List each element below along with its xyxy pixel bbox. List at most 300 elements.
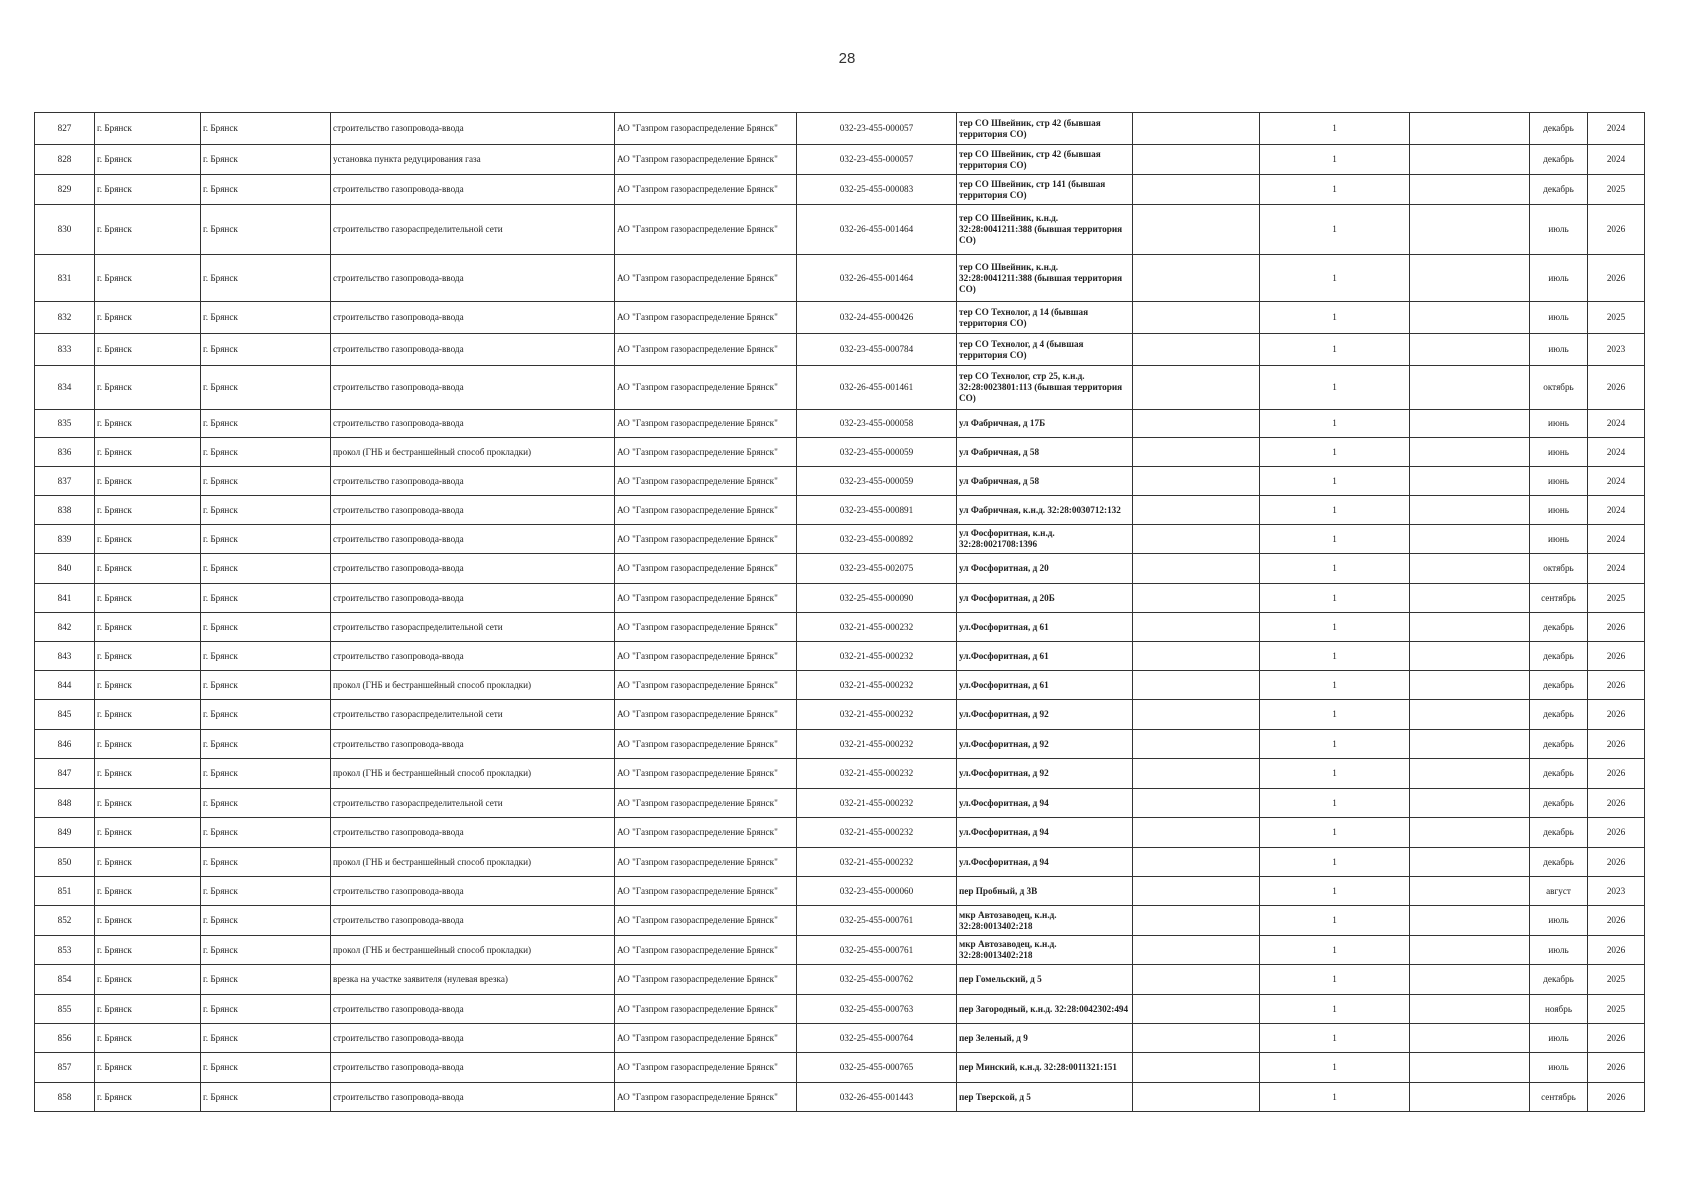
year-cell: 2025 xyxy=(1588,302,1645,334)
empty-cell xyxy=(1133,113,1260,145)
object-code-cell: 032-23-455-000784 xyxy=(797,334,957,366)
year-cell: 2026 xyxy=(1588,730,1645,759)
quantity-cell: 1 xyxy=(1260,759,1410,789)
year-cell: 2025 xyxy=(1588,584,1645,613)
table-row xyxy=(35,671,1645,700)
empty-cell xyxy=(1410,1053,1530,1083)
quantity-cell: 1 xyxy=(1260,613,1410,642)
month-cell: июль xyxy=(1530,906,1588,936)
empty-cell xyxy=(1133,700,1260,730)
address-cell: тер СО Швейник, стр 42 (бывшая территория СО) xyxy=(957,145,1133,175)
table-row xyxy=(35,145,1645,175)
empty-cell xyxy=(1133,205,1260,255)
month-cell: декабрь xyxy=(1530,613,1588,642)
row-number-cell: 841 xyxy=(35,584,95,613)
quantity-cell: 1 xyxy=(1260,554,1410,584)
locality-cell: г. Брянск xyxy=(201,175,331,205)
empty-cell xyxy=(1133,525,1260,554)
empty-cell xyxy=(1133,467,1260,496)
object-code-cell: 032-25-455-000762 xyxy=(797,965,957,995)
row-number-cell: 852 xyxy=(35,906,95,936)
address-cell: пер Гомельский, д 5 xyxy=(957,965,1133,995)
empty-cell xyxy=(1133,730,1260,759)
year-cell: 2026 xyxy=(1588,906,1645,936)
quantity-cell: 1 xyxy=(1260,965,1410,995)
address-cell: ул Фосфоритная, д 20 xyxy=(957,554,1133,584)
city-cell: г. Брянск xyxy=(95,1083,201,1112)
empty-cell xyxy=(1133,995,1260,1024)
object-code-cell: 032-23-455-000057 xyxy=(797,113,957,145)
empty-cell xyxy=(1133,496,1260,525)
city-cell: г. Брянск xyxy=(95,525,201,554)
quantity-cell: 1 xyxy=(1260,175,1410,205)
quantity-cell: 1 xyxy=(1260,671,1410,700)
row-number-cell: 854 xyxy=(35,965,95,995)
empty-cell xyxy=(1410,113,1530,145)
row-number-cell: 849 xyxy=(35,818,95,848)
quantity-cell: 1 xyxy=(1260,1024,1410,1053)
organization-cell: АО "Газпром газораспределение Брянск" xyxy=(615,366,797,410)
object-code-cell: 032-23-455-002075 xyxy=(797,554,957,584)
city-cell: г. Брянск xyxy=(95,759,201,789)
empty-cell xyxy=(1410,789,1530,818)
row-number-cell: 828 xyxy=(35,145,95,175)
city-cell: г. Брянск xyxy=(95,906,201,936)
year-cell: 2026 xyxy=(1588,671,1645,700)
month-cell: июнь xyxy=(1530,525,1588,554)
quantity-cell: 1 xyxy=(1260,642,1410,671)
table-row xyxy=(35,995,1645,1024)
object-code-cell: 032-23-455-000059 xyxy=(797,438,957,467)
organization-cell: АО "Газпром газораспределение Брянск" xyxy=(615,877,797,906)
locality-cell: г. Брянск xyxy=(201,1024,331,1053)
empty-cell xyxy=(1133,818,1260,848)
empty-cell xyxy=(1410,759,1530,789)
organization-cell: АО "Газпром газораспределение Брянск" xyxy=(615,467,797,496)
city-cell: г. Брянск xyxy=(95,818,201,848)
year-cell: 2026 xyxy=(1588,642,1645,671)
row-number-cell: 848 xyxy=(35,789,95,818)
address-cell: ул.Фосфоритная, д 92 xyxy=(957,700,1133,730)
empty-cell xyxy=(1133,642,1260,671)
city-cell: г. Брянск xyxy=(95,255,201,302)
organization-cell: АО "Газпром газораспределение Брянск" xyxy=(615,1083,797,1112)
organization-cell: АО "Газпром газораспределение Брянск" xyxy=(615,700,797,730)
month-cell: декабрь xyxy=(1530,113,1588,145)
quantity-cell: 1 xyxy=(1260,906,1410,936)
work-type-cell: прокол (ГНБ и бестраншейный способ прокладки) xyxy=(331,438,615,467)
page-number: 28 xyxy=(838,50,856,67)
address-cell: тер СО Технолог, д 14 (бывшая территория СО) xyxy=(957,302,1133,334)
empty-cell xyxy=(1410,366,1530,410)
quantity-cell: 1 xyxy=(1260,145,1410,175)
object-code-cell: 032-24-455-000426 xyxy=(797,302,957,334)
empty-cell xyxy=(1410,467,1530,496)
city-cell: г. Брянск xyxy=(95,848,201,877)
month-cell: декабрь xyxy=(1530,642,1588,671)
address-cell: ул.Фосфоритная, д 61 xyxy=(957,671,1133,700)
object-code-cell: 032-21-455-000232 xyxy=(797,848,957,877)
organization-cell: АО "Газпром газораспределение Брянск" xyxy=(615,642,797,671)
quantity-cell: 1 xyxy=(1260,334,1410,366)
city-cell: г. Брянск xyxy=(95,554,201,584)
empty-cell xyxy=(1410,818,1530,848)
organization-cell: АО "Газпром газораспределение Брянск" xyxy=(615,145,797,175)
locality-cell: г. Брянск xyxy=(201,1053,331,1083)
city-cell: г. Брянск xyxy=(95,410,201,438)
object-code-cell: 032-21-455-000232 xyxy=(797,759,957,789)
empty-cell xyxy=(1133,145,1260,175)
empty-cell xyxy=(1410,995,1530,1024)
locality-cell: г. Брянск xyxy=(201,334,331,366)
organization-cell: АО "Газпром газораспределение Брянск" xyxy=(615,438,797,467)
organization-cell: АО "Газпром газораспределение Брянск" xyxy=(615,818,797,848)
empty-cell xyxy=(1133,877,1260,906)
object-code-cell: 032-26-455-001464 xyxy=(797,205,957,255)
empty-cell xyxy=(1410,613,1530,642)
month-cell: июнь xyxy=(1530,410,1588,438)
row-number-cell: 858 xyxy=(35,1083,95,1112)
empty-cell xyxy=(1410,730,1530,759)
empty-cell xyxy=(1133,255,1260,302)
empty-cell xyxy=(1133,1024,1260,1053)
organization-cell: АО "Газпром газораспределение Брянск" xyxy=(615,584,797,613)
year-cell: 2024 xyxy=(1588,496,1645,525)
month-cell: ноябрь xyxy=(1530,995,1588,1024)
empty-cell xyxy=(1133,302,1260,334)
row-number-cell: 843 xyxy=(35,642,95,671)
quantity-cell: 1 xyxy=(1260,525,1410,554)
address-cell: пер Загородный, к.н.д. 32:28:0042302:494 xyxy=(957,995,1133,1024)
empty-cell xyxy=(1410,700,1530,730)
work-type-cell: строительство газопровода-ввода xyxy=(331,642,615,671)
empty-cell xyxy=(1133,936,1260,965)
work-type-cell: строительство газораспределительной сети xyxy=(331,700,615,730)
locality-cell: г. Брянск xyxy=(201,789,331,818)
address-cell: ул Фабричная, д 17Б xyxy=(957,410,1133,438)
row-number-cell: 837 xyxy=(35,467,95,496)
locality-cell: г. Брянск xyxy=(201,700,331,730)
address-cell: ул Фабричная, д 58 xyxy=(957,438,1133,467)
year-cell: 2026 xyxy=(1588,1083,1645,1112)
table-row xyxy=(35,205,1645,255)
object-code-cell: 032-26-455-001464 xyxy=(797,255,957,302)
work-type-cell: строительство газопровода-ввода xyxy=(331,410,615,438)
row-number-cell: 836 xyxy=(35,438,95,467)
organization-cell: АО "Газпром газораспределение Брянск" xyxy=(615,730,797,759)
empty-cell xyxy=(1410,906,1530,936)
object-code-cell: 032-21-455-000232 xyxy=(797,818,957,848)
organization-cell: АО "Газпром газораспределение Брянск" xyxy=(615,1024,797,1053)
object-code-cell: 032-25-455-000765 xyxy=(797,1053,957,1083)
empty-cell xyxy=(1410,525,1530,554)
work-type-cell: строительство газопровода-ввода xyxy=(331,1053,615,1083)
year-cell: 2025 xyxy=(1588,995,1645,1024)
object-code-cell: 032-23-455-000057 xyxy=(797,145,957,175)
month-cell: июль xyxy=(1530,205,1588,255)
locality-cell: г. Брянск xyxy=(201,205,331,255)
organization-cell: АО "Газпром газораспределение Брянск" xyxy=(615,410,797,438)
year-cell: 2024 xyxy=(1588,438,1645,467)
table-row xyxy=(35,877,1645,906)
year-cell: 2024 xyxy=(1588,145,1645,175)
month-cell: июнь xyxy=(1530,438,1588,467)
table-row xyxy=(35,584,1645,613)
table-row xyxy=(35,1083,1645,1112)
work-type-cell: строительство газопровода-ввода xyxy=(331,1083,615,1112)
city-cell: г. Брянск xyxy=(95,496,201,525)
locality-cell: г. Брянск xyxy=(201,877,331,906)
empty-cell xyxy=(1133,334,1260,366)
city-cell: г. Брянск xyxy=(95,205,201,255)
organization-cell: АО "Газпром газораспределение Брянск" xyxy=(615,995,797,1024)
empty-cell xyxy=(1410,205,1530,255)
locality-cell: г. Брянск xyxy=(201,584,331,613)
locality-cell: г. Брянск xyxy=(201,554,331,584)
table-row xyxy=(35,906,1645,936)
table-row xyxy=(35,175,1645,205)
object-code-cell: 032-21-455-000232 xyxy=(797,730,957,759)
work-type-cell: строительство газопровода-ввода xyxy=(331,175,615,205)
city-cell: г. Брянск xyxy=(95,995,201,1024)
city-cell: г. Брянск xyxy=(95,467,201,496)
work-type-cell: строительство газопровода-ввода xyxy=(331,334,615,366)
table-row xyxy=(35,730,1645,759)
empty-cell xyxy=(1133,1083,1260,1112)
organization-cell: АО "Газпром газораспределение Брянск" xyxy=(615,936,797,965)
row-number-cell: 850 xyxy=(35,848,95,877)
address-cell: ул Фосфоритная, к.н.д. 32:28:0021708:1396 xyxy=(957,525,1133,554)
work-type-cell: строительство газопровода-ввода xyxy=(331,302,615,334)
work-type-cell: строительство газопровода-ввода xyxy=(331,366,615,410)
row-number-cell: 840 xyxy=(35,554,95,584)
table-row xyxy=(35,334,1645,366)
locality-cell: г. Брянск xyxy=(201,759,331,789)
object-code-cell: 032-23-455-000891 xyxy=(797,496,957,525)
object-code-cell: 032-23-455-000060 xyxy=(797,877,957,906)
year-cell: 2026 xyxy=(1588,1053,1645,1083)
table-body xyxy=(35,113,1645,1112)
city-cell: г. Брянск xyxy=(95,438,201,467)
organization-cell: АО "Газпром газораспределение Брянск" xyxy=(615,789,797,818)
empty-cell xyxy=(1410,642,1530,671)
empty-cell xyxy=(1410,965,1530,995)
year-cell: 2025 xyxy=(1588,175,1645,205)
month-cell: декабрь xyxy=(1530,848,1588,877)
quantity-cell: 1 xyxy=(1260,302,1410,334)
empty-cell xyxy=(1410,302,1530,334)
year-cell: 2023 xyxy=(1588,334,1645,366)
object-code-cell: 032-25-455-000761 xyxy=(797,936,957,965)
locality-cell: г. Брянск xyxy=(201,995,331,1024)
row-number-cell: 844 xyxy=(35,671,95,700)
year-cell: 2026 xyxy=(1588,205,1645,255)
year-cell: 2026 xyxy=(1588,936,1645,965)
city-cell: г. Брянск xyxy=(95,113,201,145)
row-number-cell: 831 xyxy=(35,255,95,302)
month-cell: июль xyxy=(1530,936,1588,965)
row-number-cell: 830 xyxy=(35,205,95,255)
organization-cell: АО "Газпром газораспределение Брянск" xyxy=(615,613,797,642)
quantity-cell: 1 xyxy=(1260,818,1410,848)
organization-cell: АО "Газпром газораспределение Брянск" xyxy=(615,496,797,525)
empty-cell xyxy=(1410,554,1530,584)
work-type-cell: строительство газопровода-ввода xyxy=(331,818,615,848)
organization-cell: АО "Газпром газораспределение Брянск" xyxy=(615,175,797,205)
city-cell: г. Брянск xyxy=(95,671,201,700)
organization-cell: АО "Газпром газораспределение Брянск" xyxy=(615,671,797,700)
row-number-cell: 857 xyxy=(35,1053,95,1083)
address-cell: мкр Автозаводец, к.н.д. 32:28:0013402:218 xyxy=(957,906,1133,936)
month-cell: декабрь xyxy=(1530,700,1588,730)
address-cell: тер СО Швейник, стр 141 (бывшая территория СО) xyxy=(957,175,1133,205)
city-cell: г. Брянск xyxy=(95,789,201,818)
empty-cell xyxy=(1410,334,1530,366)
empty-cell xyxy=(1133,438,1260,467)
organization-cell: АО "Газпром газораспределение Брянск" xyxy=(615,965,797,995)
month-cell: июль xyxy=(1530,1053,1588,1083)
organization-cell: АО "Газпром газораспределение Брянск" xyxy=(615,525,797,554)
empty-cell xyxy=(1133,175,1260,205)
city-cell: г. Брянск xyxy=(95,175,201,205)
address-cell: ул.Фосфоритная, д 92 xyxy=(957,759,1133,789)
address-cell: тер СО Швейник, к.н.д. 32:28:0041211:388 (бывшая территория СО) xyxy=(957,255,1133,302)
work-type-cell: строительство газопровода-ввода xyxy=(331,525,615,554)
locality-cell: г. Брянск xyxy=(201,438,331,467)
quantity-cell: 1 xyxy=(1260,205,1410,255)
gasification-register-table xyxy=(34,112,1645,1112)
table-row xyxy=(35,848,1645,877)
quantity-cell: 1 xyxy=(1260,789,1410,818)
address-cell: пер Зеленый, д 9 xyxy=(957,1024,1133,1053)
row-number-cell: 846 xyxy=(35,730,95,759)
row-number-cell: 834 xyxy=(35,366,95,410)
table-row xyxy=(35,818,1645,848)
quantity-cell: 1 xyxy=(1260,410,1410,438)
row-number-cell: 842 xyxy=(35,613,95,642)
organization-cell: АО "Газпром газораспределение Брянск" xyxy=(615,554,797,584)
locality-cell: г. Брянск xyxy=(201,906,331,936)
work-type-cell: прокол (ГНБ и бестраншейный способ прокладки) xyxy=(331,936,615,965)
work-type-cell: прокол (ГНБ и бестраншейный способ прокладки) xyxy=(331,848,615,877)
address-cell: тер СО Швейник, к.н.д. 32:28:0041211:388 (бывшая территория СО) xyxy=(957,205,1133,255)
quantity-cell: 1 xyxy=(1260,995,1410,1024)
object-code-cell: 032-25-455-000761 xyxy=(797,906,957,936)
table-row xyxy=(35,700,1645,730)
month-cell: декабрь xyxy=(1530,730,1588,759)
month-cell: сентябрь xyxy=(1530,1083,1588,1112)
quantity-cell: 1 xyxy=(1260,848,1410,877)
row-number-cell: 833 xyxy=(35,334,95,366)
month-cell: октябрь xyxy=(1530,366,1588,410)
month-cell: декабрь xyxy=(1530,789,1588,818)
year-cell: 2026 xyxy=(1588,366,1645,410)
table-row xyxy=(35,438,1645,467)
empty-cell xyxy=(1133,848,1260,877)
empty-cell xyxy=(1410,255,1530,302)
month-cell: декабрь xyxy=(1530,818,1588,848)
work-type-cell: строительство газопровода-ввода xyxy=(331,496,615,525)
year-cell: 2026 xyxy=(1588,818,1645,848)
locality-cell: г. Брянск xyxy=(201,730,331,759)
address-cell: пер Тверской, д 5 xyxy=(957,1083,1133,1112)
month-cell: декабрь xyxy=(1530,145,1588,175)
city-cell: г. Брянск xyxy=(95,965,201,995)
work-type-cell: строительство газопровода-ввода xyxy=(331,467,615,496)
month-cell: июнь xyxy=(1530,467,1588,496)
year-cell: 2025 xyxy=(1588,965,1645,995)
work-type-cell: строительство газораспределительной сети xyxy=(331,205,615,255)
empty-cell xyxy=(1133,410,1260,438)
city-cell: г. Брянск xyxy=(95,302,201,334)
empty-cell xyxy=(1410,410,1530,438)
empty-cell xyxy=(1133,584,1260,613)
month-cell: июнь xyxy=(1530,496,1588,525)
locality-cell: г. Брянск xyxy=(201,467,331,496)
locality-cell: г. Брянск xyxy=(201,671,331,700)
city-cell: г. Брянск xyxy=(95,642,201,671)
organization-cell: АО "Газпром газораспределение Брянск" xyxy=(615,848,797,877)
city-cell: г. Брянск xyxy=(95,730,201,759)
address-cell: ул.Фосфоритная, д 94 xyxy=(957,848,1133,877)
quantity-cell: 1 xyxy=(1260,438,1410,467)
year-cell: 2026 xyxy=(1588,848,1645,877)
table-row xyxy=(35,936,1645,965)
row-number-cell: 839 xyxy=(35,525,95,554)
month-cell: июль xyxy=(1530,1024,1588,1053)
address-cell: ул Фосфоритная, д 20Б xyxy=(957,584,1133,613)
quantity-cell: 1 xyxy=(1260,467,1410,496)
address-cell: тер СО Технолог, д 4 (бывшая территория СО) xyxy=(957,334,1133,366)
work-type-cell: врезка на участке заявителя (нулевая врезка) xyxy=(331,965,615,995)
empty-cell xyxy=(1410,145,1530,175)
city-cell: г. Брянск xyxy=(95,1024,201,1053)
month-cell: декабрь xyxy=(1530,759,1588,789)
object-code-cell: 032-23-455-000892 xyxy=(797,525,957,554)
city-cell: г. Брянск xyxy=(95,145,201,175)
year-cell: 2024 xyxy=(1588,525,1645,554)
row-number-cell: 838 xyxy=(35,496,95,525)
table-row xyxy=(35,496,1645,525)
work-type-cell: строительство газопровода-ввода xyxy=(331,730,615,759)
work-type-cell: строительство газораспределительной сети xyxy=(331,789,615,818)
work-type-cell: строительство газопровода-ввода xyxy=(331,995,615,1024)
object-code-cell: 032-25-455-000083 xyxy=(797,175,957,205)
locality-cell: г. Брянск xyxy=(201,113,331,145)
row-number-cell: 827 xyxy=(35,113,95,145)
month-cell: декабрь xyxy=(1530,965,1588,995)
empty-cell xyxy=(1410,584,1530,613)
locality-cell: г. Брянск xyxy=(201,525,331,554)
locality-cell: г. Брянск xyxy=(201,818,331,848)
work-type-cell: строительство газопровода-ввода xyxy=(331,255,615,302)
year-cell: 2026 xyxy=(1588,255,1645,302)
object-code-cell: 032-21-455-000232 xyxy=(797,700,957,730)
empty-cell xyxy=(1133,789,1260,818)
empty-cell xyxy=(1410,877,1530,906)
locality-cell: г. Брянск xyxy=(201,936,331,965)
organization-cell: АО "Газпром газораспределение Брянск" xyxy=(615,759,797,789)
empty-cell xyxy=(1133,613,1260,642)
locality-cell: г. Брянск xyxy=(201,410,331,438)
empty-cell xyxy=(1410,496,1530,525)
year-cell: 2024 xyxy=(1588,554,1645,584)
organization-cell: АО "Газпром газораспределение Брянск" xyxy=(615,205,797,255)
city-cell: г. Брянск xyxy=(95,877,201,906)
quantity-cell: 1 xyxy=(1260,700,1410,730)
locality-cell: г. Брянск xyxy=(201,1083,331,1112)
object-code-cell: 032-23-455-000058 xyxy=(797,410,957,438)
